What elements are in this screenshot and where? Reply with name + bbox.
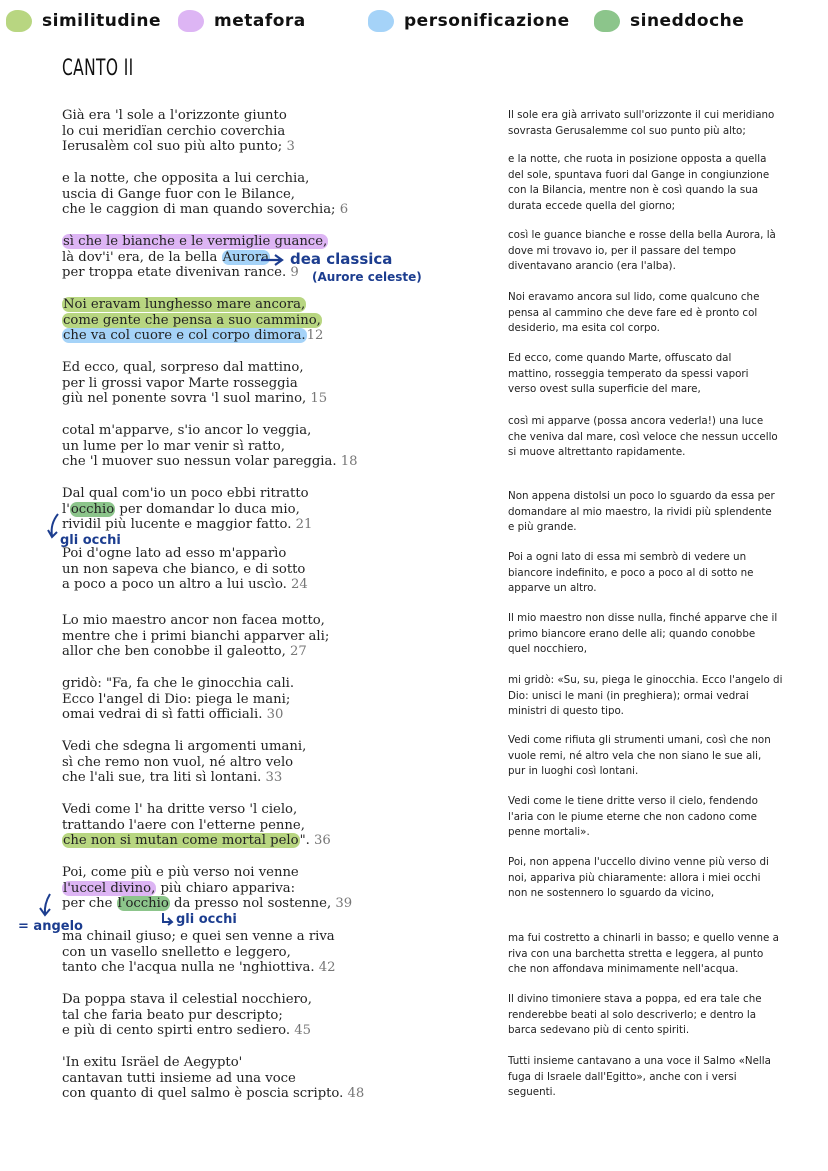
hook-arrow-icon	[160, 912, 174, 926]
verse-number: 18	[340, 454, 358, 470]
verse-line	[62, 234, 328, 250]
arrow-right-icon	[260, 254, 286, 266]
verse-text: rividil più lucente e maggior fatto.	[62, 517, 296, 533]
verse-text: tal che faria beato pur descripto;	[62, 1007, 283, 1023]
verse-text: Poi, come più e più verso noi venne	[62, 865, 299, 880]
verse-line	[62, 546, 308, 562]
verse-text: tanto che l'acqua nulla ne 'nghiottiva.	[62, 960, 319, 976]
verse-text: con un vasello snelletto e leggero,	[62, 944, 291, 960]
verse-line	[62, 562, 308, 578]
verse-text: per troppa etate divenivan rance.	[62, 265, 291, 281]
verse-number: 39	[335, 896, 353, 912]
translation-line: biancore indefinito, e poco a poco al di sotto ne	[508, 566, 754, 579]
translation-paragraph	[508, 1054, 798, 1101]
translation-line: Poi, non appena l'uccello divino venne più verso di	[508, 856, 769, 868]
verse-line	[62, 692, 294, 708]
highlight-metafora: sì che le bianche e le vermiglie guance,	[63, 234, 328, 249]
translation-line: pur in luoghi così lontani.	[508, 765, 639, 777]
verse-line	[62, 755, 306, 771]
verse-text: Ed ecco, qual, sorpreso dal mattino,	[62, 360, 304, 375]
highlight-similitudine: come gente che pensa a suo cammino,	[63, 312, 321, 328]
verse-text: e la notte, che opposita a lui cerchia,	[62, 171, 310, 186]
translation-line: desiderio, ma esita col corpo.	[508, 322, 660, 334]
translation-line: penne mortali».	[508, 826, 590, 838]
verse-text: trattando l'aere con l'etterne penne,	[62, 817, 305, 833]
translation-line: non ne sostennero lo sguardo da vicino,	[508, 887, 715, 899]
verse-text: cantavan tutti insieme ad una voce	[62, 1070, 296, 1086]
translation-line: Il mio maestro non disse nulla, finché apparve che il	[508, 612, 778, 624]
translation-line: Vedi come le tiene dritte verso il cielo, fendendo	[508, 795, 758, 807]
poem-stanza	[62, 802, 331, 849]
verse-line	[62, 486, 312, 502]
verse-text: che le caggion di man quando soverchia;	[62, 202, 340, 218]
verse-line	[62, 739, 306, 755]
verse-text: 'In exitu Isräel de Aegypto'	[62, 1055, 243, 1070]
verse-line	[62, 960, 336, 976]
verse-line	[62, 1071, 364, 1087]
translation-line: Tutti insieme cantavano a una voce il Salmo «Nella	[508, 1055, 771, 1067]
translation-line: Noi eravamo ancora sul lido, come qualcuno che	[508, 291, 760, 303]
verse-line	[62, 108, 295, 124]
legend-item-personificazione	[368, 10, 570, 32]
translation-line: del sole, spuntava fuori dal Gange in congiunzione	[508, 168, 770, 181]
verse-text: allor che ben conobbe il galeotto,	[62, 644, 290, 660]
verse-line	[62, 818, 331, 834]
translation-line: che veniva dal mare, così veloce che nessun uccello	[508, 430, 778, 443]
verse-line	[62, 676, 294, 692]
verse-line	[62, 577, 308, 593]
verse-text: Ecco l'angel di Dio: piega le mani;	[62, 691, 291, 707]
legend-item-sineddoche	[594, 10, 744, 32]
translation-line: mattino, rosseggia temperato da spessi vapori	[508, 367, 749, 380]
swatch-metafora	[178, 10, 204, 32]
poem-stanza	[62, 108, 295, 155]
legend-label: sineddoche	[630, 11, 745, 31]
verse-line	[62, 613, 329, 629]
poem-stanza	[62, 423, 358, 470]
verse-number: 45	[294, 1023, 311, 1039]
verse-line	[62, 171, 348, 187]
verse-number: 3	[286, 139, 295, 155]
translation-paragraph	[508, 855, 798, 902]
verse-line	[62, 1055, 364, 1071]
verse-line	[62, 802, 331, 818]
verse-text: sì che remo non vuol, né altro velo	[62, 754, 294, 770]
translation-line: riva con una barchetta stretta e leggera, al punto	[508, 947, 764, 960]
verse-line	[62, 297, 323, 313]
verse-text: giù nel ponente sovra 'l suol marino,	[62, 391, 311, 407]
verse-line	[62, 707, 294, 723]
swatch-sineddoche	[594, 10, 620, 32]
translation-line: che non affondava minimamente nell'acqua.	[508, 963, 739, 975]
highlight-sineddoche: l'occhio	[117, 896, 169, 912]
verse-number: 48	[347, 1086, 365, 1102]
annotation-occhio: gli occhi	[60, 533, 121, 548]
translation-paragraph	[508, 351, 798, 398]
verse-text: omai vedrai di sì fatti officiali.	[62, 707, 267, 723]
verse-text: gridò: "Fa, fa che le ginocchia cali.	[62, 676, 295, 691]
verse-text: Lo mio maestro ancor non facea motto,	[62, 613, 325, 628]
poem-stanza	[62, 360, 327, 407]
verse-number: 24	[291, 577, 308, 593]
verse-line	[62, 945, 336, 961]
verse-text: con quanto di quel salmo è poscia scripto.	[62, 1086, 348, 1102]
translation-line: si muove altrettanto rapidamente.	[508, 446, 686, 458]
poem-stanza	[62, 486, 312, 533]
verse-line	[62, 313, 323, 329]
verse-text: ".	[299, 833, 315, 849]
translation-paragraph	[508, 931, 798, 978]
highlight-legend	[0, 6, 828, 42]
translation-line: ministri di questo tipo.	[508, 705, 624, 717]
verse-number: 12	[306, 328, 324, 344]
highlight-personificazione: che va col cuore e col corpo dimora.	[63, 328, 306, 344]
translation-line: pensa al cammino che deve fare ed è pronto col	[508, 306, 758, 319]
translation-line: Dio: unisci le mani (in preghiera); ormai vedrai	[508, 689, 749, 702]
verse-line	[62, 187, 348, 203]
poem-stanza	[62, 613, 329, 660]
translation-line: domandare al mio maestro, la rividi più splendente	[508, 505, 772, 518]
verse-text: mentre che i primi bianchi apparver ali;	[62, 628, 330, 644]
annotation-occhio-2: gli occhi	[176, 912, 237, 927]
verse-number: 36	[314, 833, 331, 849]
swatch-similitudine	[6, 10, 32, 32]
translation-paragraph	[508, 108, 798, 139]
translation-line: verso ovest sulla superficie del mare,	[508, 383, 701, 395]
verse-text: per domandar lo duca mio,	[115, 501, 300, 517]
verse-line	[62, 896, 352, 912]
arrow-down-icon	[38, 892, 54, 918]
verse-line	[62, 139, 295, 155]
verse-text: un lume per lo mar venir sì ratto,	[62, 438, 285, 454]
highlight-similitudine: che non si mutan come mortal pelo	[63, 833, 299, 849]
translation-line: e la notte, che ruota in posizione opposta a quella	[508, 153, 767, 165]
translation-line: con la Bilancia, mentre non è così quando la sua	[508, 184, 759, 196]
verse-text: per che	[62, 896, 117, 912]
page-title: CANTO II	[62, 56, 134, 81]
translation-line: l'aria con le piume eterne che non cadono come	[508, 810, 758, 823]
translation-line: seguenti.	[508, 1086, 556, 1098]
translation-line: Vedi come rifiuta gli strumenti umani, così che non	[508, 734, 771, 746]
verse-text: Poi d'ogne lato ad esso m'apparìo	[62, 546, 287, 561]
legend-item-similitudine	[6, 10, 161, 32]
verse-text: a poco a poco un altro a lui uscìo.	[62, 577, 292, 593]
translation-line: Ed ecco, come quando Marte, offuscato dal	[508, 352, 732, 364]
verse-text: un non sapeva che bianco, e di sotto	[62, 561, 306, 577]
translation-paragraph	[508, 290, 798, 337]
poem-stanza	[62, 992, 312, 1039]
verse-line	[62, 360, 327, 376]
swatch-personificazione	[368, 10, 394, 32]
verse-number: 33	[265, 770, 283, 786]
verse-line	[62, 992, 312, 1008]
translation-line: così mi apparve (possa ancora vederla!) una luce	[508, 415, 764, 427]
translation-paragraph	[508, 414, 798, 461]
verse-line	[62, 833, 331, 849]
translation-paragraph	[508, 794, 798, 841]
verse-line	[62, 1023, 312, 1039]
verse-line	[62, 391, 327, 407]
verse-line	[62, 250, 328, 266]
translation-paragraph	[508, 152, 798, 214]
translation-paragraph	[508, 489, 798, 536]
translation-line: Il sole era già arrivato sull'orizzonte il cui meridiano	[508, 109, 775, 121]
highlight-personificazione: Aurora	[222, 249, 270, 265]
verse-line	[62, 265, 328, 281]
translation-line: sovrasta Gerusalemme col suo punto più alto;	[508, 124, 746, 137]
verse-text: Dal qual com'io un poco ebbi ritratto	[62, 486, 309, 501]
verse-text: più chiaro appariva:	[156, 880, 296, 896]
verse-text: Già era 'l sole a l'orizzonte giunto	[62, 108, 287, 123]
verse-text: che 'l muover suo nessun volar pareggia.	[62, 454, 341, 470]
translation-line: e più grande.	[508, 521, 577, 533]
translation-paragraph	[508, 550, 798, 597]
translation-line: Il divino timoniere stava a poppa, ed era tale che	[508, 993, 762, 1005]
verse-text: Da poppa stava il celestial nocchiero,	[62, 992, 312, 1007]
verse-line	[62, 929, 336, 945]
translation-line: vuole remi, né altro vela che non siano le sue ali,	[508, 749, 762, 762]
verse-line	[62, 328, 323, 344]
verse-line	[62, 376, 327, 392]
translation-line: ma fui costretto a chinarli in basso; e quello venne a	[508, 932, 779, 944]
highlight-similitudine: Noi eravam lunghesso mare ancora,	[63, 297, 306, 312]
verse-text: Vedi come l' ha dritte verso 'l cielo,	[62, 802, 298, 817]
verse-text: Ierusalèm col suo più alto punto;	[62, 139, 287, 155]
translation-line: fuga di Israele dall'Egitto», anche con i versi	[508, 1070, 737, 1083]
poem-stanza	[62, 676, 294, 723]
poem-stanza	[62, 546, 308, 593]
annotation-angelo: = angelo	[18, 919, 83, 934]
translation-line: primo biancore erano delle ali; quando conobbe	[508, 627, 756, 640]
verse-text: uscia di Gange fuor con le Bilance,	[62, 186, 295, 202]
poem-stanza	[62, 297, 323, 344]
verse-number: 6	[339, 202, 349, 218]
legend-label: metafora	[214, 11, 306, 31]
translation-line: noi, appariva più chiaramente: allora i miei occhi	[508, 871, 761, 884]
verse-number: 30	[266, 707, 284, 723]
poem-stanza	[62, 865, 352, 912]
translation-paragraph	[508, 673, 798, 720]
highlight-metafora: l'uccel divino,	[63, 880, 156, 896]
translation-paragraph	[508, 611, 798, 658]
legend-label: personificazione	[404, 11, 570, 31]
poem-stanza	[62, 739, 306, 786]
translation-line: renderebbe beati al solo descriverlo; e dentro la	[508, 1008, 757, 1021]
translation-line: barca sedevano più di cento spiriti.	[508, 1024, 690, 1036]
verse-line	[62, 502, 312, 518]
translation-line: durata eccede quella del giorno;	[508, 199, 676, 212]
verse-text: che l'ali sue, tra liti sì lontani.	[62, 770, 266, 786]
translation-paragraph	[508, 733, 798, 780]
translation-line: quel nocchiero,	[508, 643, 587, 655]
translation-line: Non appena distolsi un poco lo sguardo da essa per	[508, 490, 775, 502]
legend-item-metafora	[178, 10, 306, 32]
verse-text: e più di cento spirti entro sediero.	[62, 1023, 295, 1039]
translation-line: Poi a ogni lato di essa mi sembrò di vedere un	[508, 551, 747, 563]
verse-line	[62, 423, 358, 439]
verse-text: da presso nol sostenne,	[169, 896, 336, 912]
verse-line	[62, 202, 348, 218]
verse-text: lo cui meridïan cerchio coverchia	[62, 123, 286, 139]
poem-stanza	[62, 929, 336, 976]
verse-line	[62, 517, 312, 533]
translation-line: mi gridò: «Su, su, piega le ginocchia. Ecco l'angelo di	[508, 674, 783, 686]
verse-line	[62, 881, 352, 897]
verse-text: ma chinail giuso; e quei sen venne a riva	[62, 929, 335, 944]
verse-line	[62, 439, 358, 455]
verse-line	[62, 770, 306, 786]
translation-line: dove mi trovavo io, per il passare del tempo	[508, 244, 736, 257]
verse-line	[62, 1086, 364, 1102]
verse-line	[62, 124, 295, 140]
verse-text: cotal m'apparve, s'io ancor lo veggia,	[62, 423, 312, 438]
verse-text: per li grossi vapor Marte rosseggia	[62, 375, 298, 391]
legend-label: similitudine	[42, 11, 161, 31]
verse-line	[62, 454, 358, 470]
highlight-sineddoche: occhio	[70, 501, 115, 517]
translation-line: così le guance bianche e rosse della bella Aurora, là	[508, 229, 776, 241]
annotation-aurora-sub: (Aurore celeste)	[312, 270, 422, 284]
verse-number: 42	[318, 960, 336, 976]
verse-text: là dov'i' era, de la bella	[62, 249, 222, 265]
verse-line	[62, 629, 329, 645]
verse-line	[62, 1008, 312, 1024]
verse-number: 21	[295, 517, 313, 533]
verse-text: l'	[62, 501, 70, 517]
verse-text: Vedi che sdegna li argomenti umani,	[62, 739, 307, 754]
poem-stanza	[62, 1055, 364, 1102]
verse-number: 9	[290, 265, 299, 281]
translation-line: apparve un altro.	[508, 582, 597, 594]
annotation-aurora: dea classica	[290, 250, 393, 268]
verse-line	[62, 865, 352, 881]
verse-number: 15	[310, 391, 328, 407]
translation-paragraph	[508, 228, 798, 275]
poem-stanza	[62, 171, 348, 218]
verse-line	[62, 644, 329, 660]
poem-stanza	[62, 234, 328, 281]
verse-number: 27	[290, 644, 307, 660]
translation-line: diventavano arancio (era l'alba).	[508, 260, 676, 272]
translation-paragraph	[508, 992, 798, 1039]
